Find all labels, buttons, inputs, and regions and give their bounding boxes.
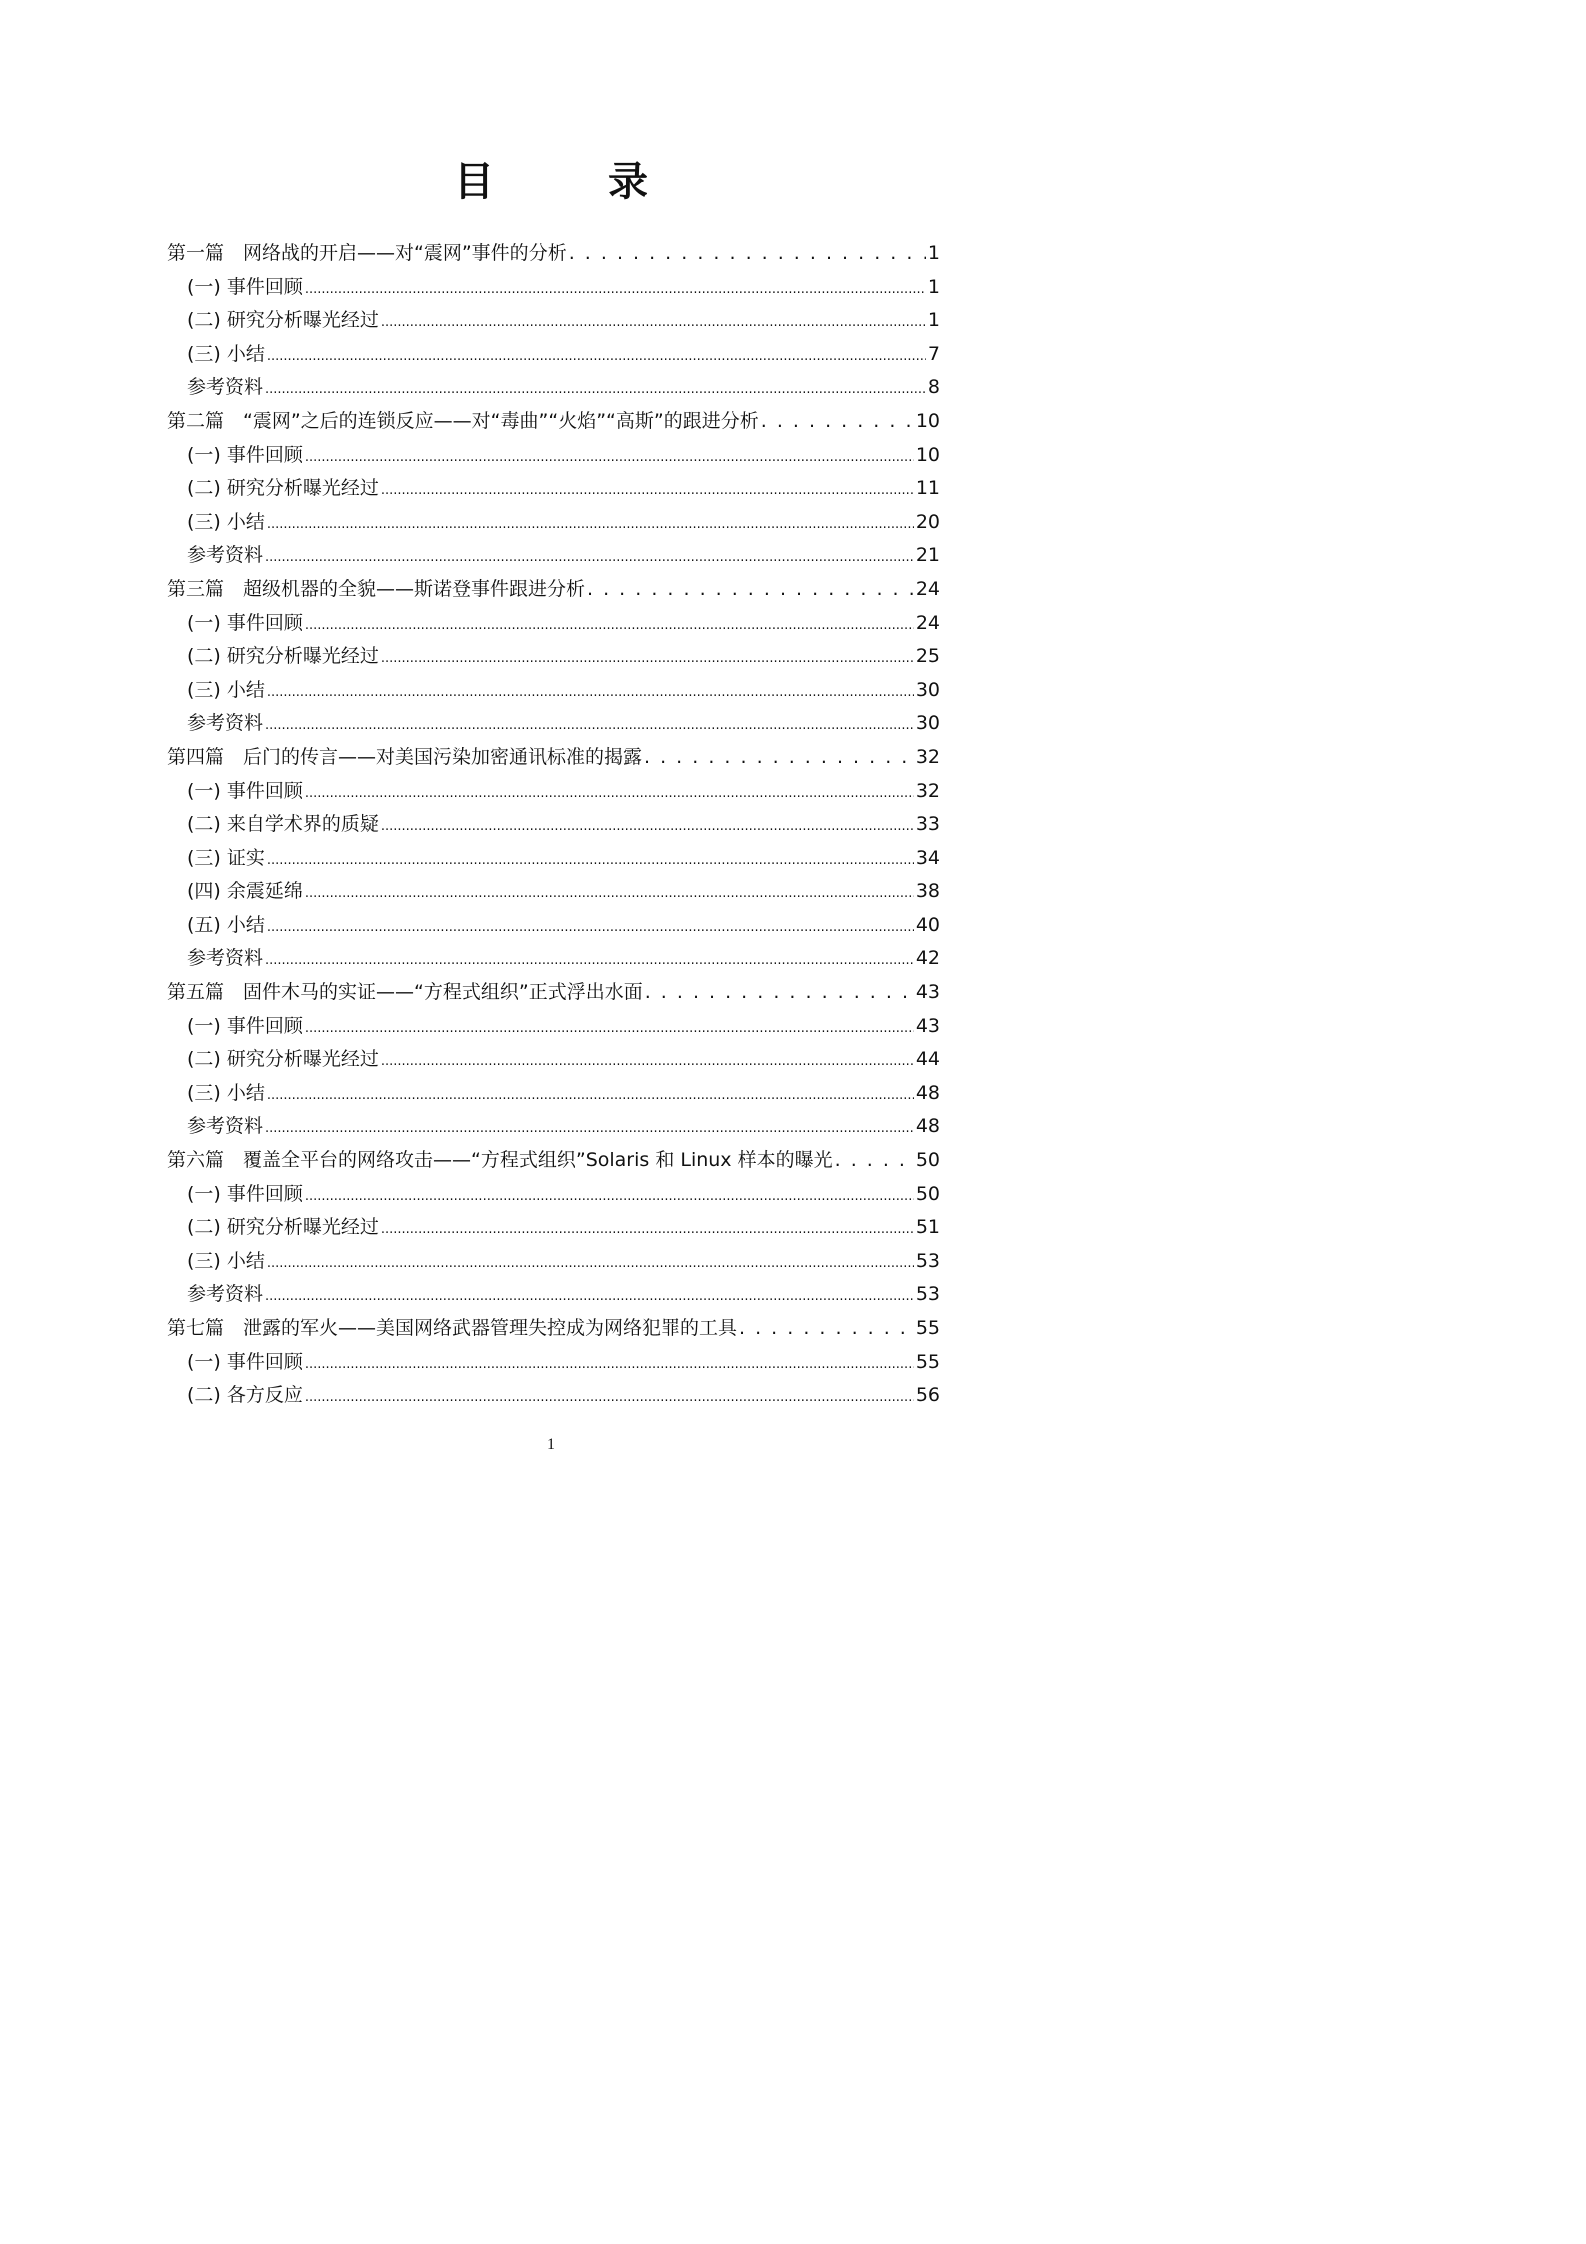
toc-entry-page-number: 51 xyxy=(915,1216,940,1239)
toc-entry-page-number: 56 xyxy=(915,1384,940,1407)
toc-dot-leader xyxy=(835,1144,914,1178)
toc-dot-leader xyxy=(381,1211,914,1247)
toc-entry-page-number: 7 xyxy=(927,342,940,365)
toc-entry-label: (一) 事件回顾 xyxy=(187,1350,303,1373)
toc-entry-page-number: 24 xyxy=(915,611,940,634)
toc-entry-label: (二) 研究分析曝光经过 xyxy=(187,645,379,668)
toc-entry-page-number: 11 xyxy=(915,477,940,500)
toc-entry-label: 参考资料 xyxy=(187,376,264,399)
toc-dot-leader xyxy=(305,1346,914,1382)
toc-entry-page-number: 25 xyxy=(915,645,940,668)
toc-entry-label: (二) 研究分析曝光经过 xyxy=(187,477,379,500)
toc-dot-leader xyxy=(265,1278,914,1314)
toc-entry-label: (一) 事件回顾 xyxy=(187,779,303,802)
toc-entry-label: (四) 余震延绵 xyxy=(187,880,303,903)
toc-dot-leader xyxy=(265,942,914,978)
toc-section-entry[interactable] xyxy=(167,1278,940,1312)
toc-section-entry[interactable] xyxy=(167,1178,940,1212)
toc-entry-page-number: 32 xyxy=(915,779,940,802)
toc-dot-leader xyxy=(305,1010,914,1046)
toc-section-entry[interactable] xyxy=(167,707,940,741)
toc-dot-leader xyxy=(265,707,914,743)
toc-entry-page-number: 50 xyxy=(915,1149,940,1172)
toc-section-entry[interactable] xyxy=(167,1346,940,1380)
toc-dot-leader xyxy=(305,875,914,911)
toc-entry-page-number: 30 xyxy=(915,678,940,701)
toc-section-entry[interactable] xyxy=(167,1077,940,1111)
toc-entry-page-number: 55 xyxy=(915,1317,940,1339)
toc-section-entry[interactable] xyxy=(167,1010,940,1044)
toc-dot-leader xyxy=(739,1312,914,1346)
toc-entry-label: 第三篇 超级机器的全貌——斯诺登事件跟进分析 xyxy=(167,577,586,600)
toc-dot-leader xyxy=(305,607,914,643)
toc-dot-leader xyxy=(381,1043,914,1079)
toc-entry-page-number: 1 xyxy=(927,275,940,298)
toc-entry-label: 第七篇 泄露的军火——美国网络武器管理失控成为网络犯罪的工具 xyxy=(167,1317,738,1339)
toc-entry-page-number: 34 xyxy=(915,846,940,869)
table-of-contents xyxy=(167,237,940,1413)
toc-entry-page-number: 48 xyxy=(915,1081,940,1104)
toc-entry-label: 第二篇 “震网”之后的连锁反应——对“毒曲”“火焰”“高斯”的跟进分析 xyxy=(167,409,759,432)
page-number: 1 xyxy=(547,1436,555,1453)
toc-dot-leader xyxy=(267,1245,914,1281)
toc-entry-page-number: 8 xyxy=(927,376,940,399)
toc-section-entry[interactable] xyxy=(167,607,940,641)
toc-dot-leader xyxy=(381,640,914,676)
toc-entry-label: (三) 小结 xyxy=(187,342,265,365)
toc-section-entry[interactable] xyxy=(167,640,940,674)
toc-dot-leader xyxy=(381,472,914,508)
toc-entry-page-number: 43 xyxy=(915,981,940,1004)
toc-dot-leader xyxy=(569,237,926,271)
toc-entry-label: (二) 研究分析曝光经过 xyxy=(187,1048,379,1071)
toc-dot-leader xyxy=(265,371,926,407)
toc-entry-page-number: 55 xyxy=(915,1350,940,1373)
toc-section-entry[interactable] xyxy=(167,808,940,842)
toc-entry-page-number: 48 xyxy=(915,1115,940,1138)
toc-entry-page-number: 10 xyxy=(915,443,940,466)
toc-chapter-entry[interactable] xyxy=(167,1144,940,1178)
toc-section-entry[interactable] xyxy=(167,271,940,305)
toc-entry-label: (一) 事件回顾 xyxy=(187,275,303,298)
toc-chapter-entry[interactable] xyxy=(167,741,940,775)
toc-section-entry[interactable] xyxy=(167,1043,940,1077)
toc-section-entry[interactable] xyxy=(167,1245,940,1279)
toc-section-entry[interactable] xyxy=(167,775,940,809)
toc-entry-page-number: 10 xyxy=(915,409,940,432)
toc-entry-label: 第六篇 覆盖全平台的网络攻击——“方程式组织”Solaris 和 Linux 样本的曝光 xyxy=(167,1149,833,1172)
toc-entry-label: (二) 来自学术界的质疑 xyxy=(187,813,379,836)
toc-entry-label: 参考资料 xyxy=(187,1283,264,1306)
toc-entry-page-number: 21 xyxy=(915,544,940,567)
toc-entry-page-number: 43 xyxy=(915,1014,940,1037)
toc-entry-page-number: 20 xyxy=(915,510,940,533)
toc-dot-leader xyxy=(267,1077,914,1113)
toc-entry-label: 参考资料 xyxy=(187,712,264,735)
toc-entry-page-number: 32 xyxy=(915,745,940,768)
toc-dot-leader xyxy=(761,405,914,439)
toc-section-entry[interactable] xyxy=(167,674,940,708)
toc-dot-leader xyxy=(381,304,926,340)
toc-section-entry[interactable] xyxy=(167,842,940,876)
toc-section-entry[interactable] xyxy=(167,338,940,372)
toc-entry-page-number: 30 xyxy=(915,712,940,735)
toc-entry-page-number: 1 xyxy=(927,242,940,264)
toc-entry-label: (三) 小结 xyxy=(187,678,265,701)
toc-dot-leader xyxy=(265,1110,914,1146)
toc-dot-leader xyxy=(305,775,914,811)
toc-entry-page-number: 24 xyxy=(915,577,940,600)
toc-dot-leader xyxy=(267,674,914,710)
toc-section-entry[interactable] xyxy=(167,909,940,943)
toc-entry-label: (二) 研究分析曝光经过 xyxy=(187,309,379,332)
toc-section-entry[interactable] xyxy=(167,304,940,338)
toc-entry-label: (二) 研究分析曝光经过 xyxy=(187,1216,379,1239)
toc-chapter-entry[interactable] xyxy=(167,1312,940,1346)
toc-entry-label: (三) 小结 xyxy=(187,1249,265,1272)
toc-section-entry[interactable] xyxy=(167,539,940,573)
toc-chapter-entry[interactable] xyxy=(167,405,940,439)
toc-dot-leader xyxy=(587,573,914,607)
toc-dot-leader xyxy=(644,741,914,775)
toc-section-entry[interactable] xyxy=(167,875,940,909)
toc-section-entry[interactable] xyxy=(167,1211,940,1245)
toc-entry-label: (三) 小结 xyxy=(187,510,265,533)
toc-chapter-entry[interactable] xyxy=(167,976,940,1010)
toc-dot-leader xyxy=(267,338,926,374)
toc-entry-label: 参考资料 xyxy=(187,1115,264,1138)
toc-entry-label: (一) 事件回顾 xyxy=(187,443,303,466)
toc-section-entry[interactable] xyxy=(167,1379,940,1413)
toc-entry-page-number: 33 xyxy=(915,813,940,836)
toc-dot-leader xyxy=(305,1379,914,1415)
toc-entry-page-number: 1 xyxy=(927,309,940,332)
toc-entry-page-number: 53 xyxy=(915,1249,940,1272)
toc-dot-leader xyxy=(645,976,914,1010)
toc-dot-leader xyxy=(305,439,914,475)
toc-entry-label: 参考资料 xyxy=(187,544,264,567)
toc-entry-page-number: 50 xyxy=(915,1182,940,1205)
toc-dot-leader xyxy=(305,1178,914,1214)
toc-dot-leader xyxy=(305,271,926,307)
toc-section-entry[interactable] xyxy=(167,371,940,405)
toc-section-entry[interactable] xyxy=(167,472,940,506)
toc-entry-label: (三) 证实 xyxy=(187,846,265,869)
toc-section-entry[interactable] xyxy=(167,942,940,976)
toc-entry-label: (一) 事件回顾 xyxy=(187,1182,303,1205)
toc-entry-label: (二) 各方反应 xyxy=(187,1384,303,1407)
toc-entry-label: 参考资料 xyxy=(187,947,264,970)
toc-entry-label: (三) 小结 xyxy=(187,1081,265,1104)
toc-entry-label: 第四篇 后门的传言——对美国污染加密通讯标准的揭露 xyxy=(167,745,643,768)
toc-entry-label: 第五篇 固件木马的实证——“方程式组织”正式浮出水面 xyxy=(167,981,643,1004)
toc-dot-leader xyxy=(267,909,914,945)
toc-dot-leader xyxy=(267,842,914,878)
toc-title: 目 录 xyxy=(454,159,698,205)
toc-entry-page-number: 53 xyxy=(915,1283,940,1306)
toc-chapter-entry[interactable] xyxy=(167,573,940,607)
toc-entry-label: (一) 事件回顾 xyxy=(187,1014,303,1037)
toc-dot-leader xyxy=(267,506,914,542)
toc-section-entry[interactable] xyxy=(167,439,940,473)
toc-section-entry[interactable] xyxy=(167,506,940,540)
toc-entry-label: (一) 事件回顾 xyxy=(187,611,303,634)
toc-entry-label: (五) 小结 xyxy=(187,913,265,936)
toc-entry-page-number: 38 xyxy=(915,880,940,903)
toc-entry-page-number: 44 xyxy=(915,1048,940,1071)
document-page xyxy=(0,0,1102,1559)
toc-chapter-entry[interactable] xyxy=(167,237,940,271)
toc-dot-leader xyxy=(381,808,914,844)
toc-dot-leader xyxy=(265,539,914,575)
toc-entry-page-number: 40 xyxy=(915,913,940,936)
toc-section-entry[interactable] xyxy=(167,1110,940,1144)
toc-entry-page-number: 42 xyxy=(915,947,940,970)
toc-entry-label: 第一篇 网络战的开启——对“震网”事件的分析 xyxy=(167,242,567,264)
